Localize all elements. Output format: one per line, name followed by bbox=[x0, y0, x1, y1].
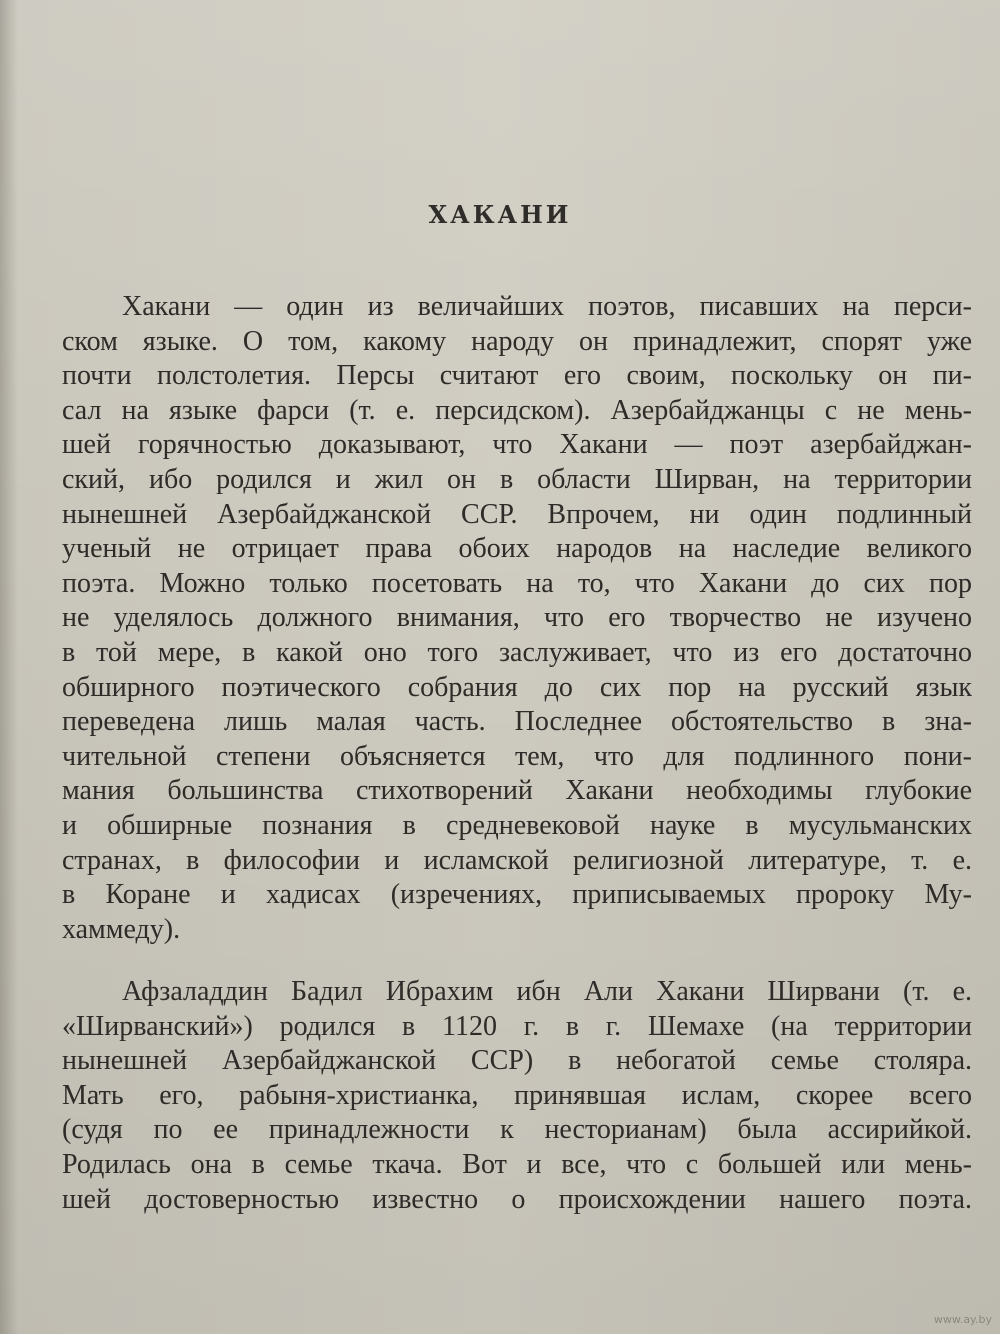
text-line: Хакани — один из величайших поэтов, писавших на перси- bbox=[122, 291, 972, 322]
text-line: мания большинства стихотворений Хакани необходимы глубокие bbox=[62, 775, 972, 807]
text-line: ский, ибо родился и жил он в области Ширван, на территории bbox=[62, 463, 972, 495]
text-line: нынешней Азербайджанской ССР. Впрочем, ни один подлинный bbox=[62, 498, 972, 530]
paragraph-2 bbox=[62, 975, 972, 1217]
chapter-title: ХАКАНИ bbox=[428, 200, 572, 229]
text-line: ском языке. О том, какому народу он принадлежит, спорят уже bbox=[62, 325, 972, 357]
text-line: и обширные познания в средневековой науке в мусульманских bbox=[62, 809, 972, 841]
text-line: (судя по ее принадлежности к несторианам) была ассирийкой. bbox=[62, 1114, 972, 1146]
text-line: чительной степени объясняется тем, что для подлинного пони- bbox=[62, 740, 972, 772]
text-line: ученый не отрицает права обоих народов на наследие великого bbox=[62, 533, 972, 565]
text-line: нынешней Азербайджанской ССР) в небогатой семье столяра. bbox=[62, 1045, 972, 1077]
text-line: хаммеду). bbox=[62, 913, 181, 945]
text-line: почти полстолетия. Персы считают его своим, поскольку он пи- bbox=[62, 360, 972, 392]
text-line: сал на языке фарси (т. е. персидском). Азербайджанцы с не мень- bbox=[62, 394, 972, 426]
text-line: Афзаладдин Бадил Ибрахим ибн Али Хакани Ширвани (т. е. bbox=[122, 976, 972, 1007]
text-line: Родилась она в семье ткача. Вот и все, что с большей или мень- bbox=[62, 1148, 972, 1180]
text-line: «Ширванский») родился в 1120 г. в г. Шемахе (на территории bbox=[62, 1010, 972, 1042]
text-line: шей горячностью доказывают, что Хакани — поэт азербайджан- bbox=[62, 429, 972, 461]
text-line: Мать его, рабыня-христианка, принявшая ислам, скорее всего bbox=[62, 1079, 972, 1111]
text-line: переведена лишь малая часть. Последнее обстоятельство в зна- bbox=[62, 706, 972, 738]
text-line: не уделялось должного внимания, что его творчество не изучено bbox=[62, 602, 972, 634]
watermark: www.ay.by bbox=[933, 1313, 992, 1326]
text-line: странах, в философии и исламской религиозной литературе, т. е. bbox=[62, 844, 972, 876]
paragraph-1 bbox=[62, 290, 972, 947]
text-line: в Коране и хадисах (изречениях, приписываемых пророку Му- bbox=[62, 879, 972, 911]
text-line: шей достоверностью известно о происхождении нашего поэта. bbox=[62, 1183, 972, 1215]
text-line: обширного поэтического собрания до сих пор на русский язык bbox=[62, 671, 972, 703]
text-line: поэта. Можно только посетовать на то, что Хакани до сих пор bbox=[62, 567, 972, 599]
text-line: в той мере, в какой оно того заслуживает, что из его достаточно bbox=[62, 636, 972, 668]
